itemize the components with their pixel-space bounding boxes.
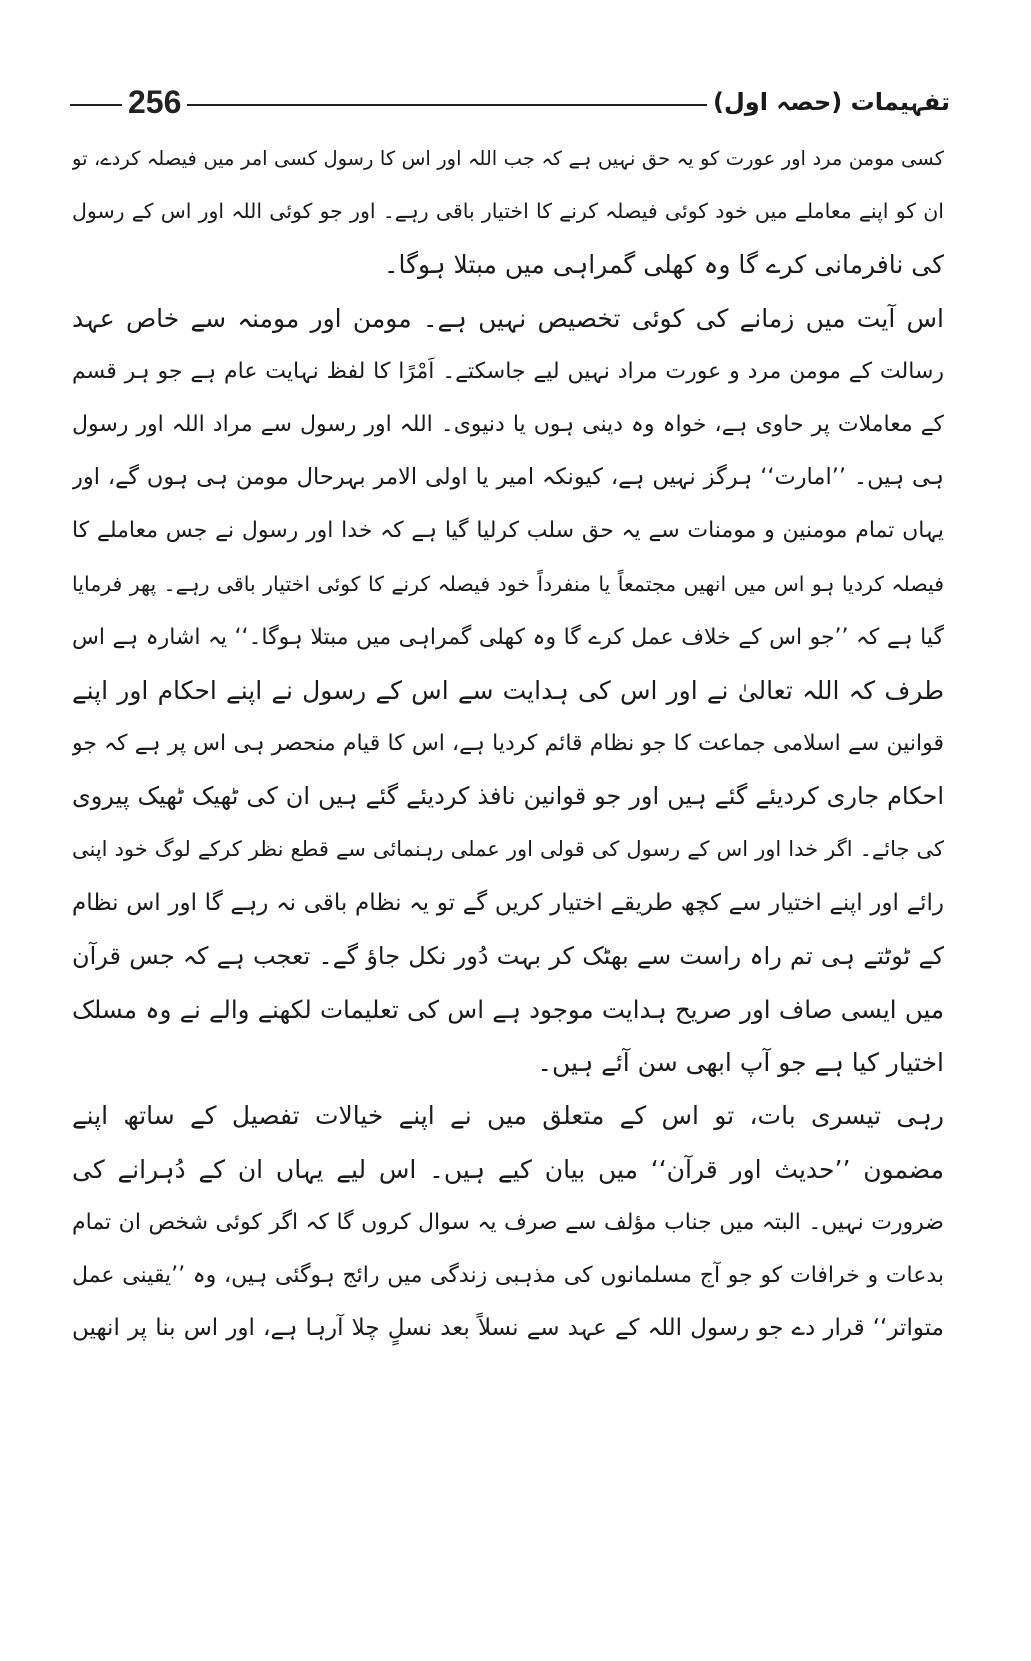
- body-text: [72, 132, 944, 1355]
- page-header: [70, 82, 950, 122]
- text-line: گیا ہے کہ ’’جو اس کے خلاف عمل کرے گا وہ کھلی گمراہی میں مبتلا ہوگا۔‘‘ یہ اشارہ ہے اس: [72, 624, 944, 650]
- text-line: طرف کہ اللہ تعالیٰ نے اور اس کی ہدایت سے اس کے رسول نے اپنے احکام اور اپنے: [72, 675, 944, 705]
- text-line: کی جائے۔ اگر خدا اور اس کے رسول کی قولی اور عملی رہنمائی سے قطع نظر کرکے لوگ خود اپنی: [72, 837, 944, 862]
- text-line: قوانین سے اسلامی جماعت کا جو نظام قائم کردیا ہے، اس کا قیام منحصر ہی اس پر ہے کہ جو: [72, 731, 944, 757]
- text-line: کے ٹوٹتے ہی تم راہ راست سے بھٹک کر بہت دُور نکل جاؤ گے۔ تعجب ہے کہ جس قرآن: [72, 941, 944, 970]
- text-line: اختیار کیا ہے جو آپ ابھی سن آئے ہیں۔: [537, 1048, 944, 1078]
- text-line: رائے اور اپنے اختیار سے کچھ طریقے اختیار کریں گے تو یہ نظام باقی نہ رہے گا اور اس نظام: [72, 889, 944, 916]
- text-line: کی نافرمانی کرے گا وہ کھلی گمراہی میں مبتلا ہوگا۔: [383, 250, 944, 280]
- text-line: رسالت کے مومن مرد و عورت مراد نہیں لیے جاسکتے۔ اَمْرًا کا لفظ نہایت عام ہے جو ہر قسم: [72, 358, 944, 384]
- text-line: ان کو اپنے معاملے میں خود کوئی فیصلہ کرنے کا اختیار باقی رہے۔ اور جو کوئی اللہ اور اس کے رسول: [72, 199, 944, 224]
- text-line: متواتر‘‘ قرار دے جو رسول اللہ کے عہد سے نسلاً بعد نسلٍ چلا آرہا ہے، اور اس بنا پر انھیں: [72, 1315, 944, 1342]
- text-line: کسی مومن مرد اور عورت کو یہ حق نہیں ہے کہ جب اللہ اور اس کا رسول کسی امر میں فیصلہ کردے، تو: [72, 147, 944, 170]
- text-line: ہی ہیں۔ ’’امارت‘‘ ہرگز نہیں ہے، کیونکہ امیر یا اولی الامر بہرحال مومن ہی ہوں گے، اور: [72, 464, 944, 491]
- text-line: اس آیت میں زمانے کی کوئی تخصیص نہیں ہے۔ مومن اور مومنہ سے خاص عہد: [72, 303, 944, 333]
- text-line: رہی تیسری بات، تو اس کے متعلق میں نے اپنے خیالات تفصیل کے ساتھ اپنے: [72, 1101, 944, 1131]
- text-line: احکام جاری کردیئے گئے ہیں اور جو قوانین نافذ کردیئے گئے ہیں ان کی ٹھیک ٹھیک پیروی: [72, 782, 944, 811]
- page-number: 256: [122, 82, 187, 122]
- text-line: مضمون ’’حدیث اور قرآن‘‘ میں بیان کیے ہیں۔ اس لیے یہاں ان کے دُہرانے کی: [72, 1154, 944, 1184]
- text-line: یہاں تمام مومنین و مومنات سے یہ حق سلب کرلیا گیا ہے کہ خدا اور رسول نے جس معاملے کا: [72, 518, 944, 544]
- text-line: میں ایسی صاف اور صریح ہدایت موجود ہے اس کی تعلیمات لکھنے والے نے وہ مسلک: [72, 995, 944, 1024]
- text-line: بدعات و خرافات کو جو آج مسلمانوں کی مذہبی زندگی میں رائج ہوگئی ہیں، وہ ’’یقینی عمل: [72, 1262, 944, 1288]
- text-line: کے معاملات پر حاوی ہے، خواہ وہ دینی ہوں یا دنیوی۔ اللہ اور رسول سے مراد اللہ اور رسول: [72, 411, 944, 437]
- text-line: ضرورت نہیں۔ البتہ میں جناب مؤلف سے صرف یہ سوال کروں گا کہ اگر کوئی شخص ان تمام: [72, 1209, 944, 1235]
- text-line: فیصلہ کردیا ہو اس میں انھیں مجتمعاً یا منفرداً خود فیصلہ کرنے کا کوئی اختیار باقی رہے۔ پھر فرمایا: [72, 571, 944, 596]
- running-title: تفہیمات (حصہ اول): [707, 82, 950, 122]
